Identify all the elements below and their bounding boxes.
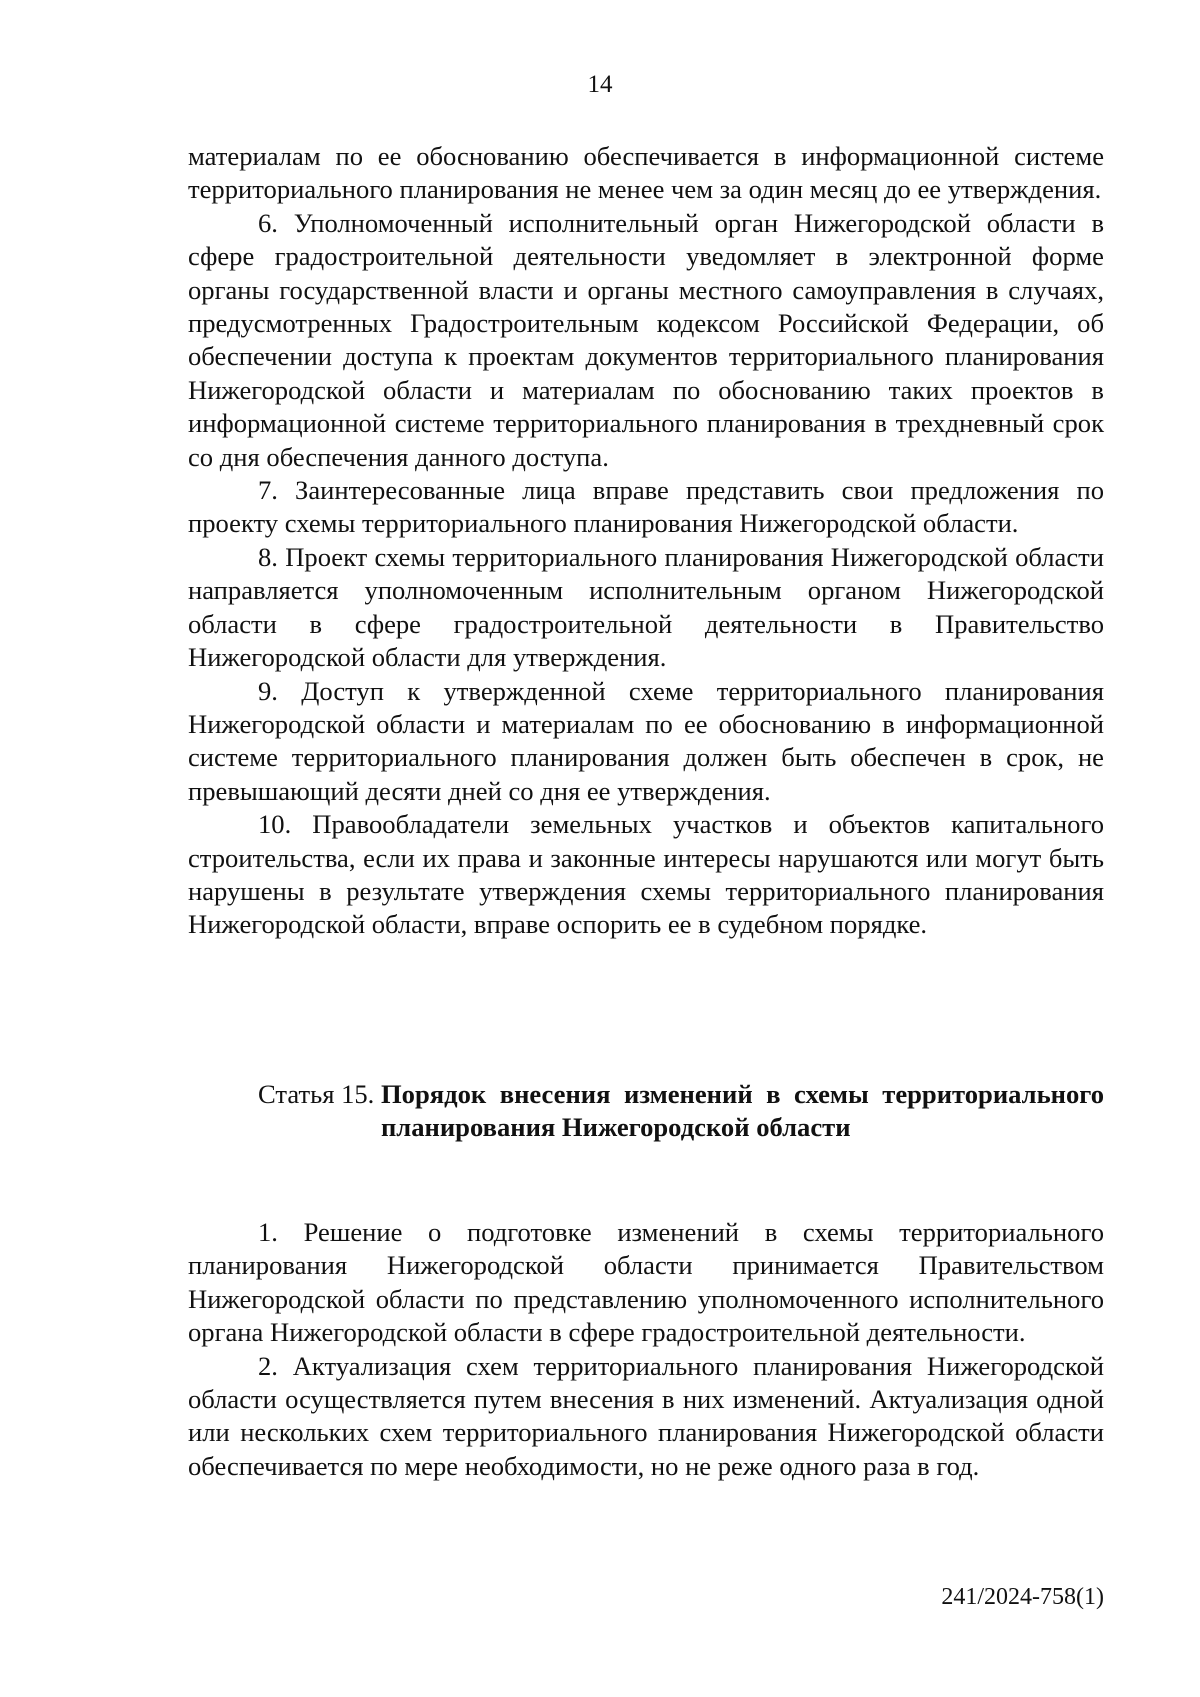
paragraph-10: 10. Правообладатели земельных участков и объектов капитального строительства, если их права и законные интересы нарушаются или могут быть нарушены в результате утверждения схемы территориального планирования Нижегородской области, вправе оспорить ее в судебном порядке. — [188, 809, 1104, 940]
article-15-paragraph-2: 2. Актуализация схем территориального планирования Нижегородской области осуществляется путем внесения в них изменений. Актуализация одной или нескольких схем территориального планирования Нижегородской области обеспечивается по мере необходимости, но не реже одного раза в год. — [188, 1350, 1104, 1481]
body-text-top — [188, 140, 1104, 942]
paragraph-8: 8. Проект схемы территориального планирования Нижегородской области направляется уполномоченным исполнительным органом Нижегородской области в сфере градостроительной деятельности в Правительство Нижегородской области для утверждения. — [188, 541, 1104, 673]
paragraph-continuation: материалам по ее обоснованию обеспечивается в информационной системе территориального планирования не менее чем за один месяц до ее утверждения. — [188, 141, 1104, 205]
paragraph-6: 6. Уполномоченный исполнительный орган Нижегородской области в сфере градостроительной деятельности уведомляет в электронной форме органы государственной власти и органы местного самоуправления в случаях, предусмотренных Градостроительным кодексом Российской Федерации, об обеспечении доступа к проектам документов территориального планирования Нижегородской области и материалам по обоснованию таких проектов в информационной системе территориального планирования в трехдневный срок со дня обеспечения данного доступа. — [188, 207, 1104, 472]
article-title: Порядок внесения изменений в схемы территориального планирования Нижегородской области — [380, 1079, 1104, 1143]
article-15-paragraph-1: 1. Решение о подготовке изменений в схемы территориального планирования Нижегородской области принимается Правительством Нижегородской области по представлению уполномоченного исполнительного органа Нижегородской области в сфере градостроительной деятельности. — [188, 1217, 1104, 1348]
paragraph-9: 9. Доступ к утвержденной схеме территориального планирования Нижегородской области и материалам по ее обоснованию в информационной системе территориального планирования должен быть обеспечен в срок, не превышающий десяти дней со дня ее утверждения. — [188, 675, 1104, 806]
document-code: 241/2024-758(1) — [941, 1584, 1104, 1610]
article-heading — [258, 1078, 1104, 1145]
page-number: 14 — [587, 71, 613, 98]
body-text-bottom — [188, 1216, 1104, 1483]
article-label: Статья 15. — [258, 1079, 381, 1109]
paragraph-7: 7. Заинтересованные лица вправе представить свои предложения по проекту схемы территориального планирования Нижегородской области. — [188, 475, 1104, 539]
